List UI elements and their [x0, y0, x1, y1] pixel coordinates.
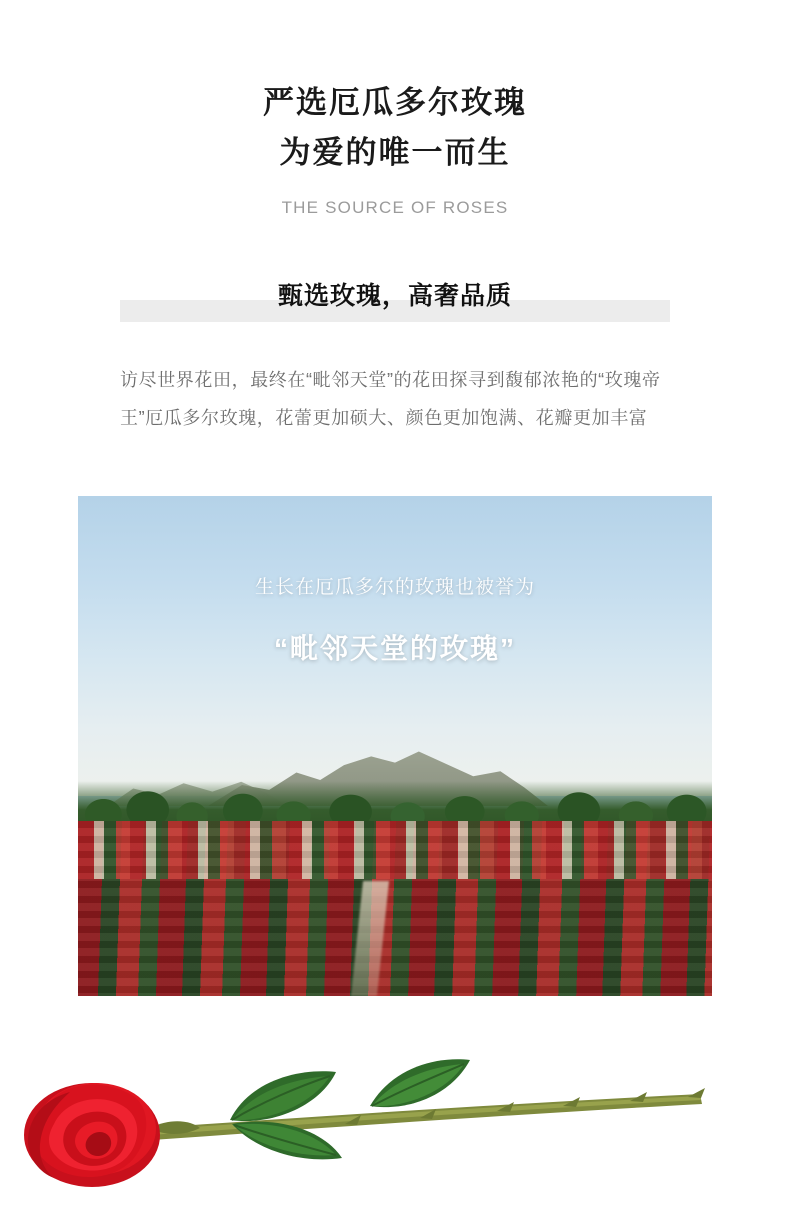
section-title-bar	[120, 280, 670, 322]
field-row-texture	[78, 821, 712, 996]
page-title	[0, 78, 790, 178]
rose-field-photo	[78, 496, 712, 996]
photo-caption	[78, 574, 712, 667]
foreground-rose-image	[0, 998, 790, 1213]
rose-field-layer	[78, 821, 712, 996]
photo-caption-big: “毗邻天堂的玫瑰”	[273, 632, 516, 664]
subheadline-english: THE SOURCE OF ROSES	[281, 198, 509, 218]
photo-caption-small: 生长在厄瓜多尔的玫瑰也被誉为	[254, 577, 535, 599]
headline-line-1: 严选厄瓜多尔玫瑰	[263, 85, 527, 120]
section-body-text: 访尽世界花田，最终在“毗邻天堂”的花田探寻到馥郁浓艳的“玫瑰帝王”厄瓜多尔玫瑰，花蕾更加硕大、颜色更加饱满、花瓣更加丰富	[120, 370, 661, 429]
header-block	[0, 0, 790, 218]
section-title: 甄选玫瑰，高奢品质	[277, 282, 512, 311]
headline-line-2: 为爱的唯一而生	[279, 135, 511, 171]
